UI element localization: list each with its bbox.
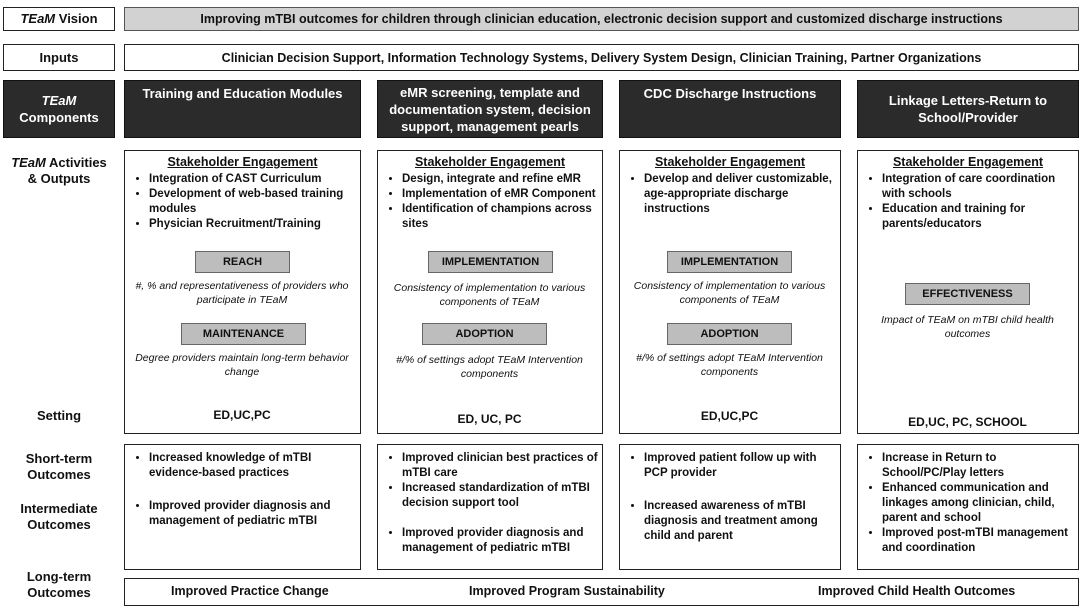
adoption-badge: ADOPTION	[667, 323, 792, 345]
outcome-item: • Improved clinician best practices of mTBI care	[402, 451, 602, 481]
activity-list	[620, 172, 840, 217]
outcomes-box-3	[619, 444, 841, 570]
activity-item: • Develop and deliver customizable, age-appropriate discharge instructions	[644, 172, 840, 217]
activity-list	[378, 172, 602, 232]
activities-box-1	[124, 150, 361, 434]
activities-box-3	[619, 150, 841, 434]
outcomes-box-4	[857, 444, 1079, 570]
outcome-item: • Improved provider diagnosis and management of pediatric mTBI	[402, 526, 602, 556]
outcomes-box-2	[377, 444, 603, 570]
adoption-description: #/% of settings adopt TEaM Intervention components	[636, 352, 823, 378]
component-linkage-text: Linkage Letters-Return to School/Provider	[888, 93, 1048, 125]
setting-value: ED,UC, PC, SCHOOL	[908, 415, 1027, 429]
component-training-text: Training and Education Modules	[142, 86, 343, 101]
long-term-label: Long-term Outcomes	[26, 569, 92, 600]
outcome-item: • Improved provider diagnosis and management of pediatric mTBI	[149, 499, 360, 529]
implementation-badge: IMPLEMENTATION	[667, 251, 792, 273]
activities-box-2	[377, 150, 603, 434]
implementation-description: Consistency of implementation to various components of TEaM	[393, 282, 586, 308]
setting-value: ED,UC,PC	[700, 409, 759, 423]
component-cdc-text: CDC Discharge Instructions	[643, 86, 817, 101]
activity-list	[858, 172, 1078, 232]
outcome-item: • Enhanced communication and linkages among clinician, child, parent and school	[882, 481, 1078, 526]
outcomes-box-1	[124, 444, 361, 570]
reach-description: #, % and representativeness of providers who participate in TEaM	[135, 280, 349, 306]
inputs-label: Inputs	[39, 49, 79, 65]
outcome-item: • Increased knowledge of mTBI evidence-based practices	[149, 451, 360, 481]
outcome-item: • Improved patient follow up with PCP provider	[644, 451, 840, 481]
activity-item: • Integration of CAST Curriculum	[149, 172, 360, 187]
setting-value: ED,UC,PC	[213, 408, 271, 422]
maintenance-description: Degree providers maintain long-term behavior change	[135, 352, 349, 378]
outcome-list	[620, 451, 840, 544]
implementation-badge: IMPLEMENTATION	[428, 251, 553, 273]
component-training	[124, 80, 361, 138]
reach-badge: REACH	[195, 251, 290, 273]
setting-label: Setting	[36, 408, 82, 423]
setting-value: ED, UC, PC	[457, 412, 522, 426]
activity-item: • Education and training for parents/educators	[882, 202, 1078, 232]
components-label: Components	[19, 110, 99, 125]
components-label-box	[3, 80, 115, 138]
stakeholder-header: Stakeholder Engagement	[414, 155, 566, 169]
component-cdc	[619, 80, 841, 138]
activity-item: • Identification of champions across sites	[402, 202, 602, 232]
inputs-label-box	[3, 44, 115, 71]
activity-item: • Development of web-based training modules	[149, 187, 360, 217]
vision-text: Improving mTBI outcomes for children through clinician education, electronic decision support and customized discharge instructions	[200, 12, 1003, 26]
maintenance-badge: MAINTENANCE	[181, 323, 306, 345]
component-linkage	[857, 80, 1079, 138]
vision-label: TEaM Vision	[20, 11, 98, 26]
stakeholder-header: Stakeholder Engagement	[654, 155, 806, 169]
vision-box	[124, 7, 1079, 31]
component-emr-text: eMR screening, template and documentation system, decision support, management pearls	[389, 84, 591, 134]
effectiveness-badge: EFFECTIVENESS	[905, 283, 1030, 305]
effectiveness-description: Impact of TEaM on mTBI child health outcomes	[881, 314, 1054, 340]
stakeholder-header: Stakeholder Engagement	[167, 155, 318, 169]
outcome-item: • Increased standardization of mTBI decision support tool	[402, 481, 602, 511]
adoption-badge: ADOPTION	[422, 323, 547, 345]
stakeholder-header: Stakeholder Engagement	[892, 155, 1044, 169]
components-label-italic: TEaM	[41, 93, 77, 108]
component-emr	[377, 80, 603, 138]
activity-item: • Design, integrate and refine eMR	[402, 172, 602, 187]
activity-item: • Integration of care coordination with schools	[882, 172, 1078, 202]
activity-item: • Implementation of eMR Component	[402, 187, 602, 202]
long-term-item: Improved Program Sustainability	[469, 584, 665, 598]
activity-item: • Physician Recruitment/Training	[149, 217, 360, 232]
outcome-list	[378, 451, 602, 556]
activity-list	[125, 172, 360, 232]
implementation-description: Consistency of implementation to various components of TEaM	[633, 280, 826, 306]
outcome-list	[858, 451, 1078, 556]
inputs-box	[124, 44, 1079, 71]
intermediate-label: Intermediate Outcomes	[20, 501, 98, 532]
long-term-item: Improved Practice Change	[171, 584, 329, 598]
outcome-list	[125, 451, 360, 529]
long-term-box	[124, 578, 1079, 606]
short-term-label: Short-term Outcomes	[25, 451, 93, 482]
adoption-description: #/% of settings adopt TEaM Intervention components	[396, 354, 583, 380]
outcome-item: • Improved post-mTBI management and coordination	[882, 526, 1078, 556]
long-term-item: Improved Child Health Outcomes	[818, 584, 1016, 598]
inputs-text: Clinician Decision Support, Information Technology Systems, Delivery System Design, Clinician Training, Partner Organizations	[221, 50, 982, 65]
activities-box-4	[857, 150, 1079, 434]
outcome-item: • Increase in Return to School/PC/Play letters	[882, 451, 1078, 481]
vision-label-box	[3, 7, 115, 31]
activities-label: TEaM Activities & Outputs	[11, 155, 107, 186]
outcome-item: • Increased awareness of mTBI diagnosis and treatment among child and parent	[644, 499, 840, 544]
